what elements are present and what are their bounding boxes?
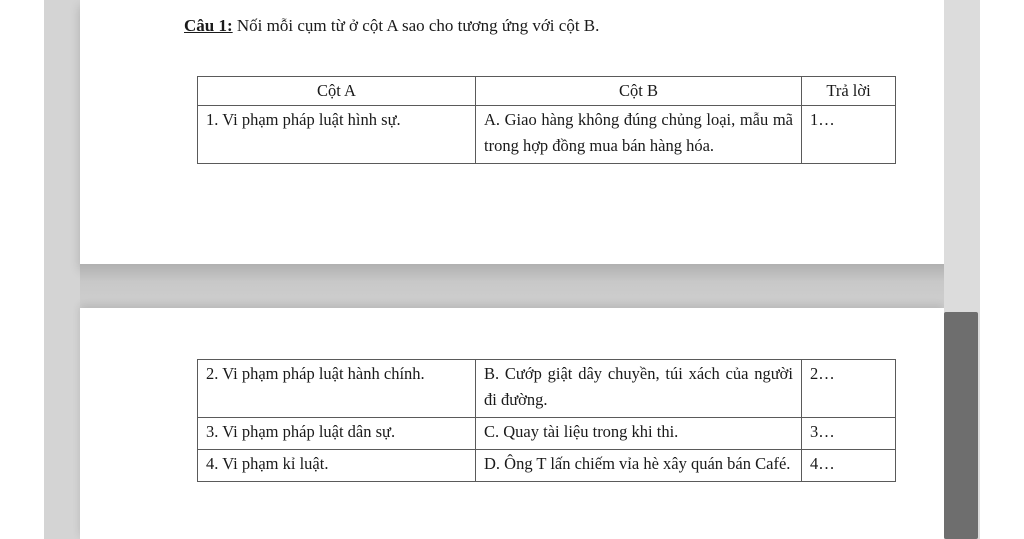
question-label: Câu 1: — [184, 16, 233, 35]
page-break-gap — [80, 264, 944, 308]
question-heading — [184, 16, 599, 36]
matching-table-part-2 — [197, 359, 896, 482]
cell-answer: 1… — [802, 106, 896, 164]
table-row — [198, 106, 896, 164]
table-row — [198, 450, 896, 482]
header-column-a: Cột A — [198, 77, 476, 106]
cell-column-b: A. Giao hàng không đúng chủng loại, mẫu mã trong hợp đồng mua bán hàng hóa. — [476, 106, 802, 164]
cell-column-b: B. Cướp giật dây chuyền, túi xách của người đi đường. — [476, 360, 802, 418]
cell-column-a: 3. Vi phạm pháp luật dân sự. — [198, 418, 476, 450]
cell-answer: 2… — [802, 360, 896, 418]
cell-column-a: 2. Vi phạm pháp luật hành chính. — [198, 360, 476, 418]
cell-column-b: D. Ông T lấn chiếm vỉa hè xây quán bán Café. — [476, 450, 802, 482]
cell-answer: 4… — [802, 450, 896, 482]
matching-table-part-1 — [197, 76, 896, 164]
header-answer: Trả lời — [802, 77, 896, 106]
cell-column-b: C. Quay tài liệu trong khi thi. — [476, 418, 802, 450]
cell-column-a: 1. Vi phạm pháp luật hình sự. — [198, 106, 476, 164]
cell-answer: 3… — [802, 418, 896, 450]
table-header-row — [198, 77, 896, 106]
header-column-b: Cột B — [476, 77, 802, 106]
table-row — [198, 418, 896, 450]
cell-column-a: 4. Vi phạm kỉ luật. — [198, 450, 476, 482]
vertical-scrollbar-thumb[interactable] — [944, 312, 978, 539]
question-text: Nối mỗi cụm từ ở cột A sao cho tương ứng với cột B. — [232, 16, 600, 35]
table-row — [198, 360, 896, 418]
